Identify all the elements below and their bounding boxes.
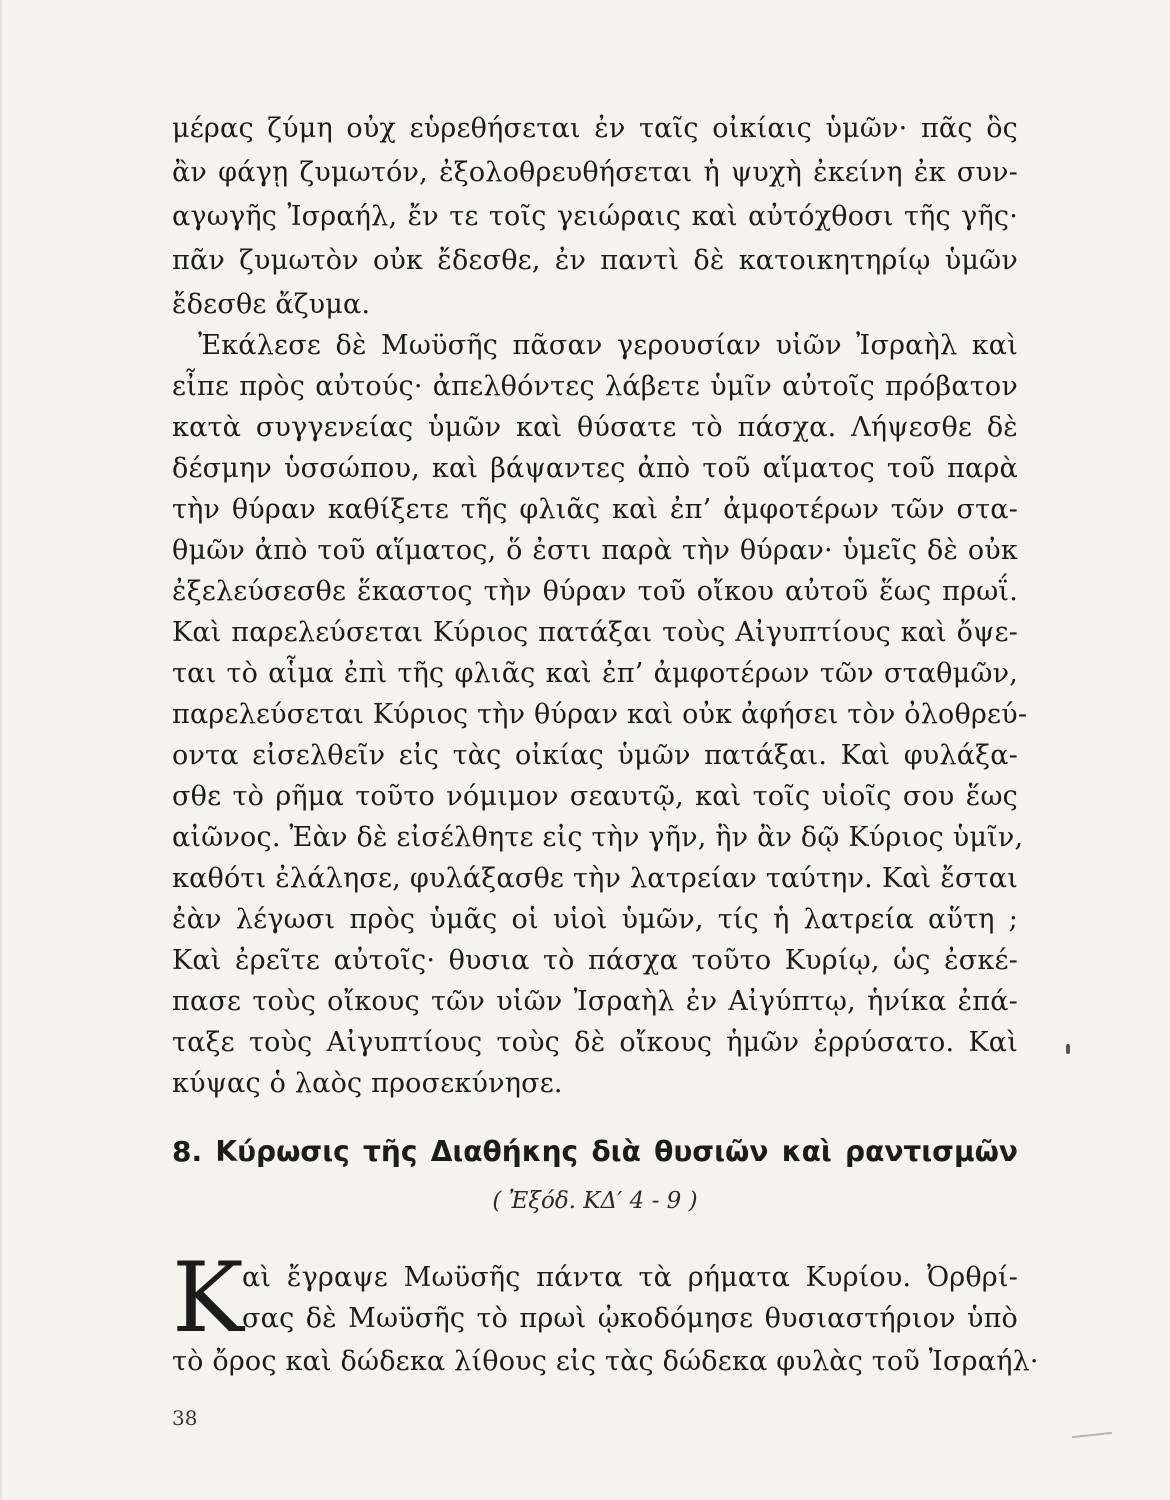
section-heading: 8. Κύρωσις τῆς Διαθήκης διὰ θυσιῶν καὶ ραντισμῶν bbox=[172, 1135, 1018, 1168]
text-line: δέσμην ὑσσώπου, καὶ βάψαντες ἀπὸ τοῦ αἵματος τοῦ παρὰ bbox=[172, 453, 1018, 484]
text-line: Καὶ ἐρεῖτε αὐτοῖς· θυσια τὸ πάσχα τοῦτο Κυρίῳ, ὡς ἐσκέ- bbox=[172, 945, 1018, 976]
text-line: κατὰ συγγενείας ὑμῶν καὶ θύσατε τὸ πάσχα. Λήψεσθε δὲ bbox=[172, 412, 1018, 443]
text-line: ἐξελεύσεσθε ἕκαστος τὴν θύραν τοῦ οἴκου αὐτοῦ ἕως πρωΐ. bbox=[172, 576, 1018, 607]
drop-cap: Κ bbox=[172, 1242, 244, 1354]
text-line: παρελεύσεται Κύριος τὴν θύραν καὶ οὐκ ἀφήσει τὸν ὀλοθρεύ- bbox=[172, 699, 1028, 730]
text-line: εἶπε πρὸς αὐτούς· ἀπελθόντες λάβετε ὑμῖν αὐτοῖς πρόβατον bbox=[172, 371, 1018, 402]
text-line: ταξε τοὺς Αἰγυπτίους τοὺς δὲ οἴκους ἡμῶν ἐρρύσατο. Καὶ bbox=[172, 1027, 1018, 1058]
ink-blemish bbox=[1066, 1044, 1070, 1054]
text-line: ἐὰν λέγωσι πρὸς ὑμᾶς οἱ υἱοὶ ὑμῶν, τίς ἡ λατρεία αὕτη ; bbox=[172, 904, 1018, 935]
text-line: Ἐκάλεσε δὲ Μωϋσῆς πᾶσαν γερουσίαν υἱῶν Ἰσραὴλ καὶ bbox=[198, 330, 1018, 361]
text-line: Καὶ παρελεύσεται Κύριος πατάξαι τοὺς Αἰγυπτίους καὶ ὄψε- bbox=[172, 617, 1018, 648]
text-line: τὸ ὄρος καὶ δώδεκα λίθους εἰς τὰς δώδεκα φυλὰς τοῦ Ἰσραήλ· bbox=[172, 1346, 1039, 1377]
text-line: σθε τὸ ρῆμα τοῦτο νόμιμον σεαυτῷ, καὶ τοῖς υἱοῖς σου ἕως bbox=[172, 781, 1018, 812]
text-line: αγωγῆς Ἰσραήλ, ἔν τε τοῖς γειώραις καὶ αὐτόχθοσι τῆς γῆς· bbox=[172, 201, 1018, 232]
text-line: πᾶν ζυμωτὸν οὐκ ἔδεσθε, ἐν παντὶ δὲ κατοικητηρίῳ ὑμῶν bbox=[172, 245, 1018, 276]
text-line: αἰῶνος. Ἐὰν δὲ εἰσέλθητε εἰς τὴν γῆν, ἣν ἂν δῷ Κύριος ὑμῖν, bbox=[172, 822, 1024, 853]
pencil-smudge bbox=[1072, 1432, 1112, 1438]
text-line: θμῶν ἀπὸ τοῦ αἵματος, ὅ ἐστι παρὰ τὴν θύραν· ὑμεῖς δὲ οὐκ bbox=[172, 535, 1018, 566]
text-line: τὴν θύραν καθίξετε τῆς φλιᾶς καὶ ἐπ’ ἀμφοτέρων τῶν στα- bbox=[172, 494, 1018, 525]
text-line: αὶ ἔγραψε Μωϋσῆς πάντα τὰ ρήματα Κυρίου. Ὀρθρί- bbox=[242, 1262, 1018, 1293]
text-line: ται τὸ αἷμα ἐπὶ τῆς φλιᾶς καὶ ἐπ’ ἀμφοτέρων τῶν σταθμῶν, bbox=[172, 658, 1018, 689]
scripture-reference: ( Ἐξόδ. ΚΔ′ 4 - 9 ) bbox=[492, 1188, 698, 1214]
text-line: καθότι ἐλάλησε, φυλάξασθε τὴν λατρείαν ταύτην. Καὶ ἔσται bbox=[172, 863, 1018, 894]
text-line: κύψας ὁ λαὸς προσεκύνησε. bbox=[172, 1068, 563, 1099]
text-line: μέρας ζύμη οὐχ εὑρεθήσεται ἐν ταῖς οἰκίαις ὑμῶν· πᾶς ὃς bbox=[172, 113, 1018, 144]
text-line: πασε τοὺς οἴκους τῶν υἱῶν Ἰσραὴλ ἐν Αἰγύπτῳ, ἡνίκα ἐπά- bbox=[172, 986, 1018, 1017]
text-line: ἂν φάγῃ ζυμωτόν, ἐξολοθρευθήσεται ἡ ψυχὴ ἐκείνη ἐκ συν- bbox=[172, 157, 1018, 188]
text-line: οντα εἰσελθεῖν εἰς τὰς οἰκίας ὑμῶν πατάξαι. Καὶ φυλάξα- bbox=[172, 740, 1018, 771]
text-line: ἔδεσθε ἄζυμα. bbox=[172, 289, 371, 320]
text-line: σας δὲ Μωϋσῆς τὸ πρωὶ ᾠκοδόμησε θυσιαστήριον ὑπὸ bbox=[242, 1303, 1018, 1334]
page-number: 38 bbox=[172, 1406, 198, 1430]
